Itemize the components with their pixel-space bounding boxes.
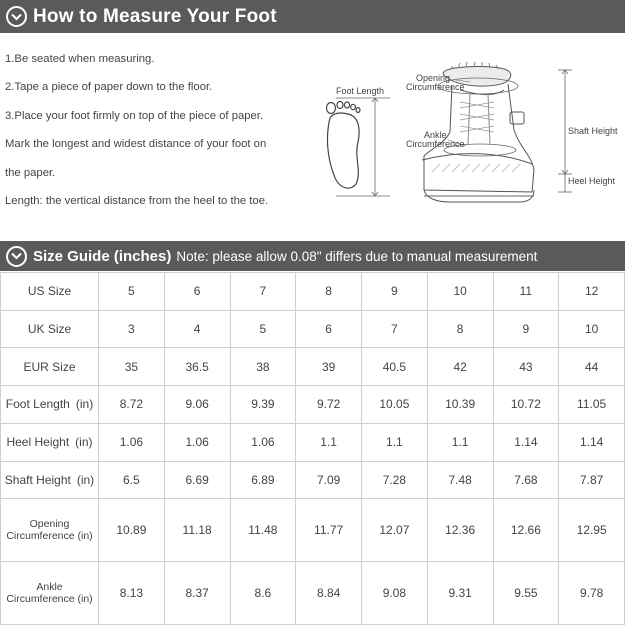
size-guide-note: Note: please allow 0.08" differs due to manual measurement: [176, 248, 538, 264]
table-cell: 10.72: [493, 386, 559, 424]
table-cell: 5: [230, 310, 296, 348]
table-cell: 42: [427, 348, 493, 386]
table-cell: 1.1: [362, 423, 428, 461]
table-cell: 1.14: [493, 423, 559, 461]
row-header-label: Opening: [29, 518, 70, 531]
heel-height-label: Heel Height: [568, 176, 616, 186]
table-cell: 9.08: [362, 562, 428, 625]
table-cell: 10.05: [362, 386, 428, 424]
ankle-circumference-label-2: Circumference: [406, 139, 465, 149]
row-header: [1, 562, 99, 625]
size-guide-header: [0, 241, 625, 271]
table-cell: 9.06: [164, 386, 230, 424]
row-header-label: EUR Size: [23, 359, 76, 374]
table-cell: 5: [99, 273, 165, 311]
table-cell: 9.72: [296, 386, 362, 424]
step-1: 1.Be seated when measuring.: [5, 53, 155, 65]
table-cell: 9.55: [493, 562, 559, 625]
table-cell: 9: [362, 273, 428, 311]
table-cell: 8: [296, 273, 362, 311]
row-header: [1, 273, 99, 311]
table-cell: 6.5: [99, 461, 165, 499]
table-cell: 10: [559, 310, 625, 348]
foot-and-boot-diagram: [320, 60, 625, 220]
ankle-circumference-label-1: Ankle: [424, 130, 447, 140]
table-cell: 40.5: [362, 348, 428, 386]
table-cell: 7.09: [296, 461, 362, 499]
table-cell: 7.68: [493, 461, 559, 499]
table-row: [1, 461, 625, 499]
table-cell: 36.5: [164, 348, 230, 386]
table-cell: 6.89: [230, 461, 296, 499]
table-cell: 3: [99, 310, 165, 348]
row-header-label-2-text: Circumference: [6, 593, 75, 606]
table-cell: 10: [427, 273, 493, 311]
size-guide-table: [0, 272, 625, 625]
table-cell: 39: [296, 348, 362, 386]
table-cell: 1.1: [427, 423, 493, 461]
table-cell: 8.6: [230, 562, 296, 625]
table-cell: 12.95: [559, 499, 625, 562]
shaft-height-label: Shaft Height: [568, 126, 618, 136]
table-row: [1, 386, 625, 424]
table-cell: 8.37: [164, 562, 230, 625]
table-cell: 11.77: [296, 499, 362, 562]
table-cell: 8.72: [99, 386, 165, 424]
table-cell: 8: [427, 310, 493, 348]
table-cell: 11.48: [230, 499, 296, 562]
table-cell: 9.31: [427, 562, 493, 625]
measure-illustration: [320, 60, 625, 220]
table-cell: 8.13: [99, 562, 165, 625]
row-header: [1, 423, 99, 461]
row-header: [1, 499, 99, 562]
table-cell: 4: [164, 310, 230, 348]
table-cell: 9.39: [230, 386, 296, 424]
chevron-down-icon: [6, 246, 27, 267]
table-cell: 7.87: [559, 461, 625, 499]
opening-circumference-label-1: Opening: [416, 73, 451, 83]
table-row: [1, 348, 625, 386]
length-definition: Length: the vertical distance from the heel to the toe.: [5, 195, 269, 208]
step-2: 2.Tape a piece of paper down to the floor.: [5, 81, 213, 94]
table-cell: 8.84: [296, 562, 362, 625]
table-cell: 38: [230, 348, 296, 386]
row-header-label-2: [1, 593, 98, 605]
table-cell: 1.06: [230, 423, 296, 461]
table-cell: 1.14: [559, 423, 625, 461]
measure-section-header: [0, 0, 625, 33]
step-3-end: the paper.: [5, 166, 56, 179]
table-cell: 11.05: [559, 386, 625, 424]
table-cell: 10.89: [99, 499, 165, 562]
table-row: [1, 562, 625, 625]
measure-section-title: How to Measure Your Foot: [33, 5, 277, 27]
table-cell: 44: [559, 348, 625, 386]
table-cell: 6: [164, 273, 230, 311]
table-cell: 7: [230, 273, 296, 311]
table-row: [1, 423, 625, 461]
table-cell: 11: [493, 273, 559, 311]
table-cell: 12: [559, 273, 625, 311]
row-header: [1, 386, 99, 424]
row-header-label: Ankle: [36, 581, 63, 594]
table-row: [1, 499, 625, 562]
row-header-unit: (in): [77, 593, 93, 606]
row-header-unit: (in): [76, 472, 95, 487]
step-3: 3.Place your foot firmly on top of the piece of paper.: [5, 109, 264, 122]
table-cell: 7.28: [362, 461, 428, 499]
row-header: [1, 348, 99, 386]
table-cell: 1.06: [164, 423, 230, 461]
table-cell: 35: [99, 348, 165, 386]
table-cell: 11.18: [164, 499, 230, 562]
row-header-label: Heel Height: [6, 435, 70, 450]
row-header-label: Foot Length: [5, 397, 70, 412]
row-header-label-2: [1, 530, 98, 542]
table-cell: 10.39: [427, 386, 493, 424]
table-cell: 9: [493, 310, 559, 348]
footprint-icon: [327, 102, 361, 189]
row-header-unit: (in): [75, 397, 94, 412]
foot-length-label: Foot Length: [336, 86, 385, 96]
table-cell: 9.78: [559, 562, 625, 625]
chevron-down-icon: [6, 6, 27, 27]
step-3-cont: Mark the longest and widest distance of your foot on: [5, 138, 267, 151]
row-header-label: US Size: [27, 284, 72, 299]
table-cell: 7.48: [427, 461, 493, 499]
table-row: [1, 273, 625, 311]
row-header-label: Shaft Height: [4, 472, 71, 487]
table-cell: 43: [493, 348, 559, 386]
table-row: [1, 310, 625, 348]
opening-circumference-label-2: Circumference: [406, 82, 465, 92]
table-cell: 12.36: [427, 499, 493, 562]
row-header: [1, 461, 99, 499]
table-cell: 12.66: [493, 499, 559, 562]
table-cell: 1.1: [296, 423, 362, 461]
table-cell: 1.06: [99, 423, 165, 461]
size-guide-title: Size Guide (inches): [33, 247, 172, 265]
row-header: [1, 310, 99, 348]
row-header-unit: (in): [77, 530, 93, 543]
row-header-label: UK Size: [27, 322, 72, 337]
table-cell: 6: [296, 310, 362, 348]
row-header-label-2-text: Circumference: [6, 530, 75, 543]
table-cell: 6.69: [164, 461, 230, 499]
measure-steps: [5, 45, 315, 215]
table-cell: 12.07: [362, 499, 428, 562]
row-header-unit: (in): [75, 435, 93, 450]
table-cell: 7: [362, 310, 428, 348]
